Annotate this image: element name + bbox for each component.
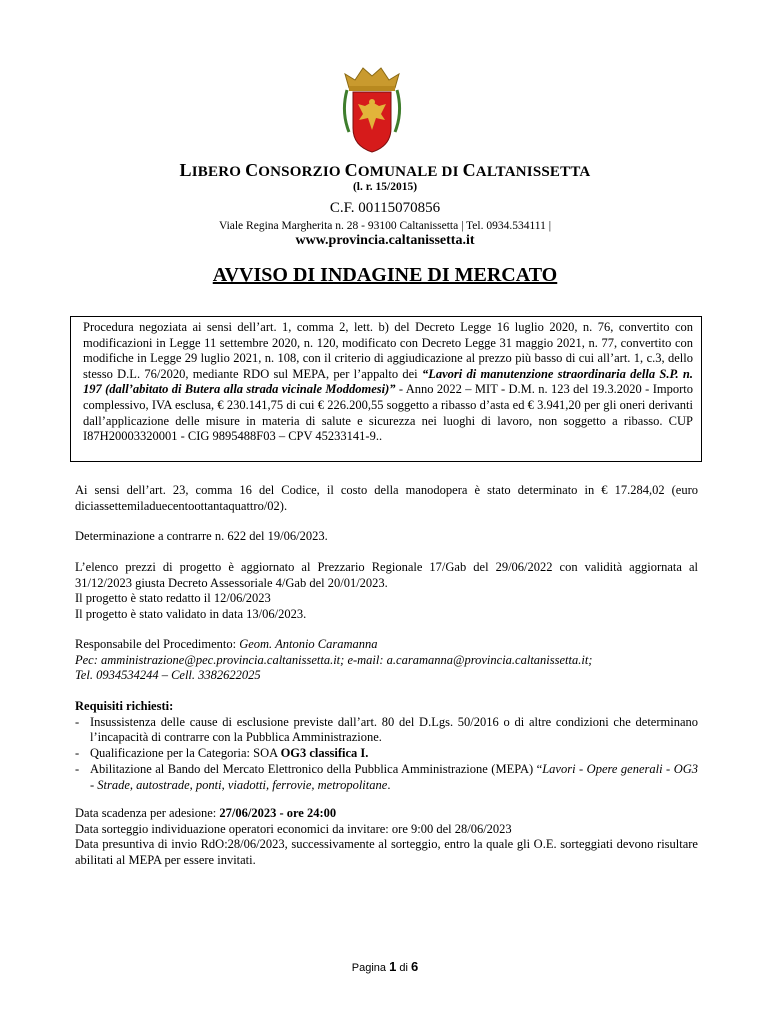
procedure-box <box>70 316 702 462</box>
total-pages: 6 <box>411 959 419 974</box>
requirements-heading: Requisiti richiesti: <box>75 699 174 713</box>
fiscal-code: C.F. 00115070856 <box>329 200 441 216</box>
labor-cost-paragraph: Ai sensi dell’art. 23, comma 16 del Codice, il costo della manodopera è stato determinato in € 17.284,02 (euro diciassettemiladuecentoottantaquattro/02). <box>75 483 698 513</box>
contact-paragraph: Responsabile del Procedimento: Geom. Antonio Caramanna Pec: amministrazione@pec.provincia.caltanissetta.it; e-mail: a.caramanna@provincia.caltanissetta.it; Tel. 0934534244 – Cell. 3382622025 <box>75 637 593 683</box>
website-link[interactable]: www.provincia.caltanissetta.it <box>295 233 475 248</box>
list-item: - Insussistenza delle cause di esclusione previste dall’art. 80 del D.Lgs. 50/2016 o di altre condizioni che determinano l’incapacità di contrarre con la Pubblica Amministrazione. <box>75 714 698 745</box>
prices-paragraph: L’elenco prezzi di progetto è aggiornato al Prezzario Regionale 17/Gab del 29/06/2022 con validità aggiornata al 31/12/2023 giusta Decreto Assessoriale 4/Gab del 20/01/2023. Il progetto è stato redatto il 12/06/2023 Il progetto è stato validato in data 13/06/2023. <box>75 560 698 622</box>
crown-band <box>349 86 395 91</box>
requirements-section <box>75 699 698 793</box>
list-item: - Abilitazione al Bando del Mercato Elettronico della Pubblica Amministrazione (MEPA) “Lavori - Opere generali - OG3 - Strade, autostrade, ponti, viadotti, ferrovie, metropolitane. <box>75 761 699 792</box>
crown-shape <box>345 68 399 88</box>
works-title: “Lavori di manutenzione straordinaria della S.P. n. 197 (dall’abitato di Butera alla strada vicinale Moddomesi)” <box>83 366 693 397</box>
eagle-head <box>369 99 375 105</box>
procedure-text: Procedura negoziata ai sensi dell’art. 1, comma 2, lett. b) del Decreto Legge 16 luglio 2020, n. 76, convertito con modificazioni in Legge 11 settembre 2020, n. 120, modificato con Decreto Legge 31 maggio 2021, n. 77, convertito con modifiche in Legge 29 luglio 2021, n. 108, con il criterio di aggiudicazione al prezzo più basso di cui all’art. 1, c.3, dello stesso D.L. 76/2020, mediante RDO sul MEPA, per l’appalto dei “Lavori di manutenzione straordinaria della S.P. n. 197 (dall’abitato di Butera alla strada vicinale Moddomesi)” - Anno 2022 – MIT - D.M. n. 123 del 19.3.2020 - Importo complessivo, IVA esclusa, € 230.141,75 di cui € 226.200,55 soggetto a ribasso d’asta ed € 3.941,20 per gli oneri derivanti dall’applicazione delle misure in materia di salute e sicurezza nei luoghi di lavoro, non soggetto a ribasso. CUP I87H20003320001 - CIG 9895488F03 – CPV 45233141-9.. <box>83 320 693 444</box>
determination-paragraph: Determinazione a contrarre n. 622 del 19/06/2023. <box>75 529 328 543</box>
contact-emails[interactable]: Pec: amministrazione@pec.provincia.caltanissetta.it; e-mail: a.caramanna@provincia.caltanissetta.it; <box>75 652 593 667</box>
organization-name: LIBERO CONSORZIO COMUNALE DI CALTANISSETTA <box>179 160 591 180</box>
list-item: - Qualificazione per la Categoria: SOA OG3 classifica I. <box>75 746 369 761</box>
page-footer: Pagina 1 di 6 <box>351 959 419 974</box>
manager-name: Geom. Antonio Caramanna <box>239 637 378 651</box>
wreath-left <box>344 90 349 132</box>
province-emblem-icon <box>341 62 403 154</box>
contact-phones: Tel. 0934534244 – Cell. 3382622025 <box>75 668 261 683</box>
law-reference: (l. r. 15/2015) <box>352 181 418 193</box>
page-title: AVVISO DI INDAGINE DI MERCATO <box>212 264 558 286</box>
deadlines-section: Data scadenza per adesione: 27/06/2023 - ore 24:00 Data sorteggio individuazione operatori economici da invitare: ore 9:00 del 28/06/2023 Data presuntiva di invio RdO:28/06/2023, successivamente al sorteggio, entro la quale gli O.E. sorteggiati devono risultare abilitati al MEPA per essere invitati. <box>75 806 698 868</box>
current-page: 1 <box>389 959 397 974</box>
wreath-right <box>395 90 400 132</box>
address: Viale Regina Margherita n. 28 - 93100 Caltanissetta | Tel. 0934.534111 | <box>218 220 552 232</box>
deadline-value: 27/06/2023 - ore 24:00 <box>219 806 337 820</box>
